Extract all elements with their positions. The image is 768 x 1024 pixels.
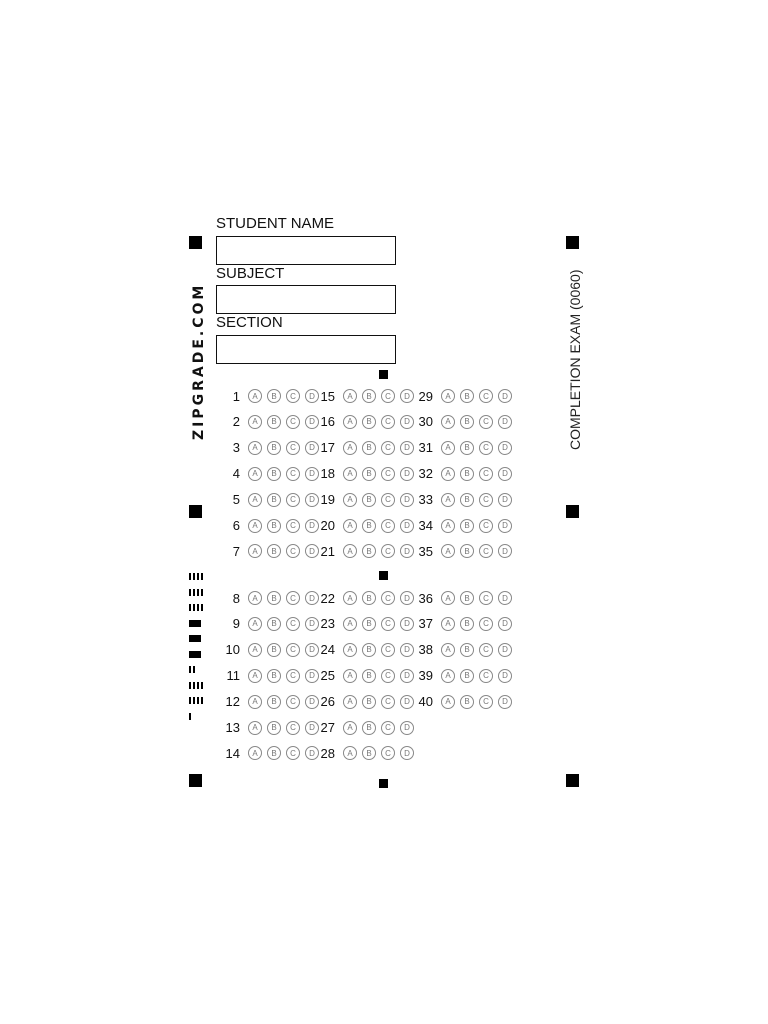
id-code-segment: [201, 604, 203, 611]
answer-bubble-c[interactable]: C: [286, 669, 300, 683]
answer-bubble-c[interactable]: C: [479, 441, 493, 455]
question-row: [411, 439, 512, 457]
answer-bubble-b[interactable]: B: [267, 519, 281, 533]
question-number: 18: [320, 466, 335, 482]
id-code-segment: [189, 620, 201, 627]
answer-bubble-b[interactable]: B: [267, 669, 281, 683]
answer-bubble-a[interactable]: A: [343, 441, 357, 455]
id-code-segment: [189, 713, 191, 720]
id-code-segment: [201, 573, 203, 580]
question-number: 15: [320, 388, 335, 404]
answer-bubble-a[interactable]: A: [343, 695, 357, 709]
answer-bubble-c[interactable]: C: [286, 591, 300, 605]
question-row: [218, 744, 319, 762]
id-code-segment: [201, 589, 203, 596]
question-row: [218, 491, 319, 509]
answer-bubble-b[interactable]: B: [267, 617, 281, 631]
id-code-segment: [197, 604, 199, 611]
answer-bubble-a[interactable]: A: [441, 389, 455, 403]
answer-bubble-b[interactable]: B: [362, 643, 376, 657]
question-number: 10: [225, 642, 240, 658]
answer-bubble-b[interactable]: B: [267, 467, 281, 481]
answer-bubble-d[interactable]: D: [305, 746, 319, 760]
answer-bubble-c[interactable]: C: [286, 519, 300, 533]
answer-bubble-b[interactable]: B: [362, 415, 376, 429]
answer-bubble-a[interactable]: A: [343, 519, 357, 533]
question-row: [218, 439, 319, 457]
question-number: 22: [320, 590, 335, 606]
id-code-segment: [189, 682, 191, 689]
answer-bubble-c[interactable]: C: [286, 441, 300, 455]
answer-bubble-c[interactable]: C: [479, 643, 493, 657]
answer-bubble-d[interactable]: D: [305, 721, 319, 735]
id-code-segment: [189, 635, 201, 642]
id-code-segment: [197, 589, 199, 596]
answer-bubble-a[interactable]: A: [441, 415, 455, 429]
id-code-bar: [189, 604, 205, 611]
id-code-segment: [201, 697, 203, 704]
answer-bubble-a[interactable]: A: [248, 721, 262, 735]
answer-bubble-d[interactable]: D: [305, 467, 319, 481]
answer-bubble-d[interactable]: D: [400, 669, 414, 683]
question-row: [411, 387, 512, 405]
question-number: 23: [320, 616, 335, 632]
id-code-segment: [189, 651, 201, 658]
answer-bubble-d[interactable]: D: [400, 746, 414, 760]
answer-bubble-d[interactable]: D: [498, 591, 512, 605]
answer-bubble-b[interactable]: B: [460, 669, 474, 683]
question-number: 6: [232, 518, 240, 533]
answer-bubble-c[interactable]: C: [381, 617, 395, 631]
answer-bubble-b[interactable]: B: [460, 467, 474, 481]
id-code-bar: [189, 666, 197, 673]
question-row: [411, 693, 512, 711]
answer-bubble-d[interactable]: D: [400, 389, 414, 403]
answer-bubble-d[interactable]: D: [400, 721, 414, 735]
question-number: 29: [418, 388, 433, 404]
question-number: 35: [418, 543, 433, 559]
answer-bubble-a[interactable]: A: [441, 643, 455, 657]
answer-bubble-a[interactable]: A: [441, 591, 455, 605]
answer-bubble-c[interactable]: C: [381, 746, 395, 760]
question-row: [313, 542, 414, 560]
id-code-segment: [193, 573, 195, 580]
answer-bubble-b[interactable]: B: [267, 441, 281, 455]
question-number: 12: [225, 694, 240, 710]
id-code-bar: [189, 573, 205, 580]
question-row: [218, 641, 319, 659]
answer-bubble-b[interactable]: B: [460, 493, 474, 507]
answer-bubble-d[interactable]: D: [305, 617, 319, 631]
answer-bubble-d[interactable]: D: [498, 389, 512, 403]
answer-bubble-c[interactable]: C: [381, 591, 395, 605]
question-row: [313, 641, 414, 659]
answer-bubble-b[interactable]: B: [267, 415, 281, 429]
question-row: [411, 491, 512, 509]
answer-bubble-b[interactable]: B: [460, 695, 474, 709]
question-row: [218, 387, 319, 405]
id-code-segment: [197, 573, 199, 580]
question-row: [218, 693, 319, 711]
answer-bubble-d[interactable]: D: [498, 493, 512, 507]
zipgrade-logo: ZIPGRADE.COM: [191, 282, 207, 440]
question-number: 27: [320, 720, 335, 735]
answer-bubble-b[interactable]: B: [362, 617, 376, 631]
question-row: [411, 465, 512, 483]
question-number: 9: [232, 616, 240, 632]
answer-bubble-a[interactable]: A: [343, 415, 357, 429]
question-number: 30: [418, 414, 433, 430]
id-code-segment: [189, 573, 191, 580]
answer-bubble-b[interactable]: B: [267, 389, 281, 403]
answer-bubble-a[interactable]: A: [248, 617, 262, 631]
answer-bubble-a[interactable]: A: [343, 493, 357, 507]
answer-bubble-b[interactable]: B: [362, 467, 376, 481]
answer-bubble-d[interactable]: D: [305, 389, 319, 403]
answer-bubble-c[interactable]: C: [479, 519, 493, 533]
question-number: 3: [232, 440, 240, 456]
answer-bubble-d[interactable]: D: [305, 591, 319, 605]
question-row: [218, 667, 319, 685]
answer-bubble-d[interactable]: D: [498, 441, 512, 455]
registration-mark-center-bottom: [379, 779, 388, 788]
question-number: 21: [320, 543, 335, 559]
question-row: [313, 387, 414, 405]
registration-mark-center-mid: [379, 571, 388, 580]
answer-bubble-d[interactable]: D: [498, 695, 512, 709]
subject-field[interactable]: [216, 285, 396, 314]
id-code-bar: [189, 682, 205, 689]
question-row: [313, 744, 414, 762]
answer-bubble-c[interactable]: C: [479, 695, 493, 709]
answer-bubble-d[interactable]: D: [400, 493, 414, 507]
id-code-bar: [189, 589, 205, 596]
registration-mark-mid-left: [189, 505, 202, 518]
answer-bubble-c[interactable]: C: [381, 467, 395, 481]
question-number: 36: [418, 590, 433, 606]
question-number: 7: [232, 543, 240, 559]
question-row: [218, 589, 319, 607]
question-number: 38: [418, 642, 433, 658]
answer-bubble-a[interactable]: A: [441, 441, 455, 455]
answer-bubble-a[interactable]: A: [441, 467, 455, 481]
answer-bubble-c[interactable]: C: [286, 746, 300, 760]
question-row: [313, 615, 414, 633]
registration-mark-top-right: [566, 236, 579, 249]
answer-bubble-b[interactable]: B: [267, 544, 281, 558]
question-row: [313, 413, 414, 431]
question-row: [218, 542, 319, 560]
answer-bubble-b[interactable]: B: [267, 746, 281, 760]
answer-bubble-b[interactable]: B: [267, 643, 281, 657]
question-number: 17: [320, 440, 335, 456]
answer-bubble-a[interactable]: A: [248, 544, 262, 558]
question-number: 40: [418, 694, 433, 710]
answer-bubble-c[interactable]: C: [286, 721, 300, 735]
answer-bubble-c[interactable]: C: [286, 617, 300, 631]
answer-bubble-a[interactable]: A: [248, 493, 262, 507]
answer-bubble-c[interactable]: C: [479, 493, 493, 507]
answer-bubble-b[interactable]: B: [267, 721, 281, 735]
registration-mark-center-top: [379, 370, 388, 379]
id-code-segment: [189, 604, 191, 611]
answer-bubble-d[interactable]: D: [498, 617, 512, 631]
answer-bubble-c[interactable]: C: [286, 467, 300, 481]
answer-bubble-c[interactable]: C: [479, 617, 493, 631]
answer-bubble-b[interactable]: B: [460, 389, 474, 403]
answer-bubble-c[interactable]: C: [381, 643, 395, 657]
answer-bubble-d[interactable]: D: [400, 695, 414, 709]
question-number: 14: [225, 745, 240, 761]
answer-bubble-d[interactable]: D: [498, 467, 512, 481]
question-number: 13: [225, 720, 240, 735]
answer-bubble-b[interactable]: B: [460, 643, 474, 657]
id-code-bar: [189, 651, 203, 658]
answer-bubble-b[interactable]: B: [362, 389, 376, 403]
question-number: 32: [418, 466, 433, 482]
answer-bubble-c[interactable]: C: [286, 493, 300, 507]
answer-bubble-b[interactable]: B: [460, 617, 474, 631]
answer-bubble-c[interactable]: C: [286, 389, 300, 403]
answer-bubble-a[interactable]: A: [343, 669, 357, 683]
answer-bubble-a[interactable]: A: [248, 695, 262, 709]
id-code-segment: [201, 682, 203, 689]
answer-bubble-a[interactable]: A: [248, 441, 262, 455]
answer-bubble-a[interactable]: A: [441, 519, 455, 533]
answer-bubble-a[interactable]: A: [441, 617, 455, 631]
question-row: [313, 439, 414, 457]
question-row: [313, 667, 414, 685]
id-code-bar: [189, 713, 193, 720]
question-row: [411, 641, 512, 659]
id-code-segment: [189, 697, 191, 704]
answer-bubble-b[interactable]: B: [460, 544, 474, 558]
answer-bubble-c[interactable]: C: [381, 493, 395, 507]
answer-bubble-c[interactable]: C: [381, 389, 395, 403]
question-row: [411, 517, 512, 535]
id-code-bar: [189, 635, 203, 642]
answer-bubble-c[interactable]: C: [381, 721, 395, 735]
answer-bubble-c[interactable]: C: [479, 467, 493, 481]
answer-bubble-b[interactable]: B: [362, 695, 376, 709]
question-row: [411, 589, 512, 607]
answer-bubble-c[interactable]: C: [286, 695, 300, 709]
answer-bubble-d[interactable]: D: [400, 441, 414, 455]
answer-bubble-a[interactable]: A: [441, 493, 455, 507]
answer-bubble-b[interactable]: B: [362, 441, 376, 455]
answer-bubble-c[interactable]: C: [381, 519, 395, 533]
answer-bubble-c[interactable]: C: [479, 591, 493, 605]
answer-bubble-a[interactable]: A: [343, 746, 357, 760]
question-number: 39: [418, 668, 433, 684]
answer-bubble-c[interactable]: C: [286, 544, 300, 558]
answer-bubble-a[interactable]: A: [248, 519, 262, 533]
answer-bubble-a[interactable]: A: [441, 669, 455, 683]
answer-bubble-a[interactable]: A: [343, 591, 357, 605]
question-row: [313, 719, 414, 737]
question-number: 33: [418, 492, 433, 508]
answer-bubble-d[interactable]: D: [305, 519, 319, 533]
answer-bubble-d[interactable]: D: [305, 643, 319, 657]
answer-bubble-c[interactable]: C: [286, 415, 300, 429]
answer-bubble-a[interactable]: A: [343, 721, 357, 735]
answer-bubble-d[interactable]: D: [400, 591, 414, 605]
question-number: 31: [418, 440, 433, 456]
question-row: [218, 719, 319, 737]
answer-bubble-a[interactable]: A: [441, 544, 455, 558]
answer-bubble-c[interactable]: C: [479, 669, 493, 683]
registration-mark-mid-right: [566, 505, 579, 518]
question-number: 1: [232, 388, 240, 404]
answer-bubble-b[interactable]: B: [362, 544, 376, 558]
id-code-bar: [189, 697, 205, 704]
question-number: 26: [320, 694, 335, 710]
registration-mark-bottom-left: [189, 774, 202, 787]
question-number: 34: [418, 518, 433, 533]
answer-bubble-a[interactable]: A: [248, 415, 262, 429]
answer-bubble-b[interactable]: B: [362, 519, 376, 533]
question-number: 4: [232, 466, 240, 482]
id-code-segment: [197, 682, 199, 689]
id-code-segment: [193, 666, 195, 673]
question-number: 25: [320, 668, 335, 684]
question-row: [313, 517, 414, 535]
answer-bubble-d[interactable]: D: [400, 467, 414, 481]
question-number: 16: [320, 414, 335, 430]
answer-bubble-d[interactable]: D: [305, 695, 319, 709]
answer-bubble-a[interactable]: A: [248, 467, 262, 481]
section-field[interactable]: [216, 335, 396, 364]
answer-bubble-c[interactable]: C: [286, 643, 300, 657]
answer-bubble-a[interactable]: A: [343, 467, 357, 481]
question-number: 28: [320, 745, 335, 761]
exam-title: COMPLETION EXAM (0060): [567, 269, 583, 450]
question-row: [218, 517, 319, 535]
id-code-segment: [189, 589, 191, 596]
question-number: 20: [320, 518, 335, 533]
answer-bubble-a[interactable]: A: [343, 617, 357, 631]
answer-bubble-b[interactable]: B: [362, 721, 376, 735]
answer-bubble-c[interactable]: C: [479, 389, 493, 403]
question-number: 5: [232, 492, 240, 508]
student-name-field[interactable]: [216, 236, 396, 265]
answer-bubble-d[interactable]: D: [498, 415, 512, 429]
answer-bubble-d[interactable]: D: [400, 415, 414, 429]
question-row: [313, 491, 414, 509]
answer-bubble-b[interactable]: B: [267, 591, 281, 605]
answer-bubble-d[interactable]: D: [400, 617, 414, 631]
id-code-segment: [193, 697, 195, 704]
answer-bubble-c[interactable]: C: [479, 415, 493, 429]
answer-bubble-a[interactable]: A: [343, 389, 357, 403]
answer-bubble-a[interactable]: A: [248, 591, 262, 605]
question-row: [313, 693, 414, 711]
answer-bubble-b[interactable]: B: [460, 415, 474, 429]
answer-bubble-c[interactable]: C: [381, 544, 395, 558]
registration-mark-bottom-right: [566, 774, 579, 787]
answer-bubble-a[interactable]: A: [248, 746, 262, 760]
answer-bubble-c[interactable]: C: [479, 544, 493, 558]
id-code-segment: [193, 604, 195, 611]
question-row: [218, 465, 319, 483]
question-row: [411, 542, 512, 560]
question-row: [411, 667, 512, 685]
question-row: [411, 615, 512, 633]
answer-bubble-d[interactable]: D: [400, 643, 414, 657]
question-number: 11: [226, 668, 240, 684]
id-code-bar: [189, 620, 203, 627]
id-code-segment: [193, 589, 195, 596]
answer-bubble-b[interactable]: B: [460, 591, 474, 605]
answer-bubble-b[interactable]: B: [362, 493, 376, 507]
student-name-label: STUDENT NAME: [216, 215, 335, 232]
answer-bubble-b[interactable]: B: [362, 669, 376, 683]
question-row: [313, 589, 414, 607]
answer-bubble-a[interactable]: A: [248, 389, 262, 403]
answer-bubble-d[interactable]: D: [498, 519, 512, 533]
answer-bubble-d[interactable]: D: [305, 544, 319, 558]
subject-label: SUBJECT: [216, 265, 285, 282]
answer-bubble-d[interactable]: D: [498, 669, 512, 683]
question-number: 19: [320, 492, 335, 508]
question-row: [218, 413, 319, 431]
question-row: [218, 615, 319, 633]
question-row: [313, 465, 414, 483]
answer-bubble-c[interactable]: C: [381, 441, 395, 455]
answer-bubble-d[interactable]: D: [400, 544, 414, 558]
answer-bubble-b[interactable]: B: [267, 695, 281, 709]
answer-bubble-b[interactable]: B: [267, 493, 281, 507]
answer-bubble-d[interactable]: D: [305, 493, 319, 507]
id-code-segment: [189, 666, 191, 673]
question-row: [411, 413, 512, 431]
answer-bubble-b[interactable]: B: [362, 591, 376, 605]
answer-bubble-c[interactable]: C: [381, 695, 395, 709]
section-label: SECTION: [216, 314, 283, 331]
answer-bubble-a[interactable]: A: [343, 643, 357, 657]
answer-bubble-c[interactable]: C: [381, 415, 395, 429]
answer-bubble-b[interactable]: B: [362, 746, 376, 760]
answer-bubble-b[interactable]: B: [460, 441, 474, 455]
question-number: 37: [418, 616, 433, 632]
answer-bubble-d[interactable]: D: [305, 441, 319, 455]
id-code-segment: [197, 697, 199, 704]
answer-bubble-d[interactable]: D: [305, 669, 319, 683]
answer-bubble-d[interactable]: D: [498, 643, 512, 657]
answer-bubble-b[interactable]: B: [460, 519, 474, 533]
question-number: 8: [232, 590, 240, 606]
answer-bubble-a[interactable]: A: [248, 669, 262, 683]
id-code-segment: [193, 682, 195, 689]
registration-mark-top-left: [189, 236, 202, 249]
answer-bubble-d[interactable]: D: [400, 519, 414, 533]
answer-bubble-a[interactable]: A: [343, 544, 357, 558]
answer-bubble-d[interactable]: D: [305, 415, 319, 429]
answer-bubble-d[interactable]: D: [498, 544, 512, 558]
answer-bubble-c[interactable]: C: [381, 669, 395, 683]
question-number: 2: [232, 414, 240, 430]
answer-bubble-a[interactable]: A: [441, 695, 455, 709]
question-number: 24: [320, 642, 335, 658]
answer-bubble-a[interactable]: A: [248, 643, 262, 657]
